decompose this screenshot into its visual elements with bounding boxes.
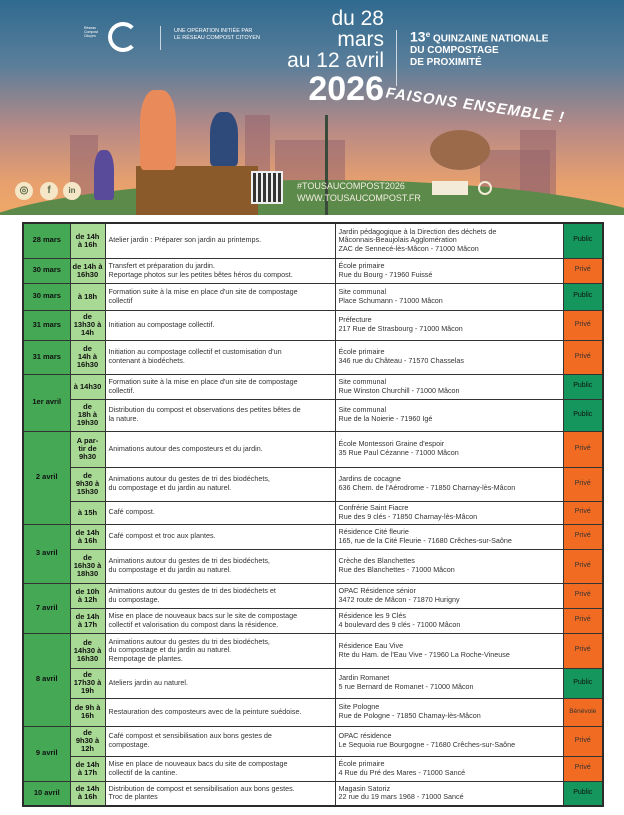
text-line: 346 rue du Château - 71570 Chasselas <box>338 356 464 365</box>
event-date: 31 mars <box>23 310 70 340</box>
girl-illustration <box>210 112 238 166</box>
text-line: École primaire <box>338 758 385 768</box>
status-badge: Privé <box>563 501 603 524</box>
website-link[interactable]: WWW.TOUSAUCOMPOST.FR <box>297 193 421 203</box>
event-date: 30 mars <box>23 283 70 310</box>
event-activity <box>105 668 335 698</box>
text-line: Ateliers jardin au naturel. <box>108 677 189 687</box>
text-line: de <box>83 728 92 737</box>
text-line: 19h <box>81 686 94 695</box>
text-line: à 17h <box>77 619 98 629</box>
event-row <box>23 340 603 374</box>
event-time <box>70 668 105 698</box>
text-line: 16h30 <box>76 269 99 279</box>
text-line: de 14h <box>75 231 100 241</box>
event-location <box>335 467 563 501</box>
text-line: Jardin pédagogique à la Direction des déchets de <box>338 226 497 236</box>
text-line: Jardin Romanet <box>338 673 390 683</box>
event-date: 2 avril <box>23 431 70 524</box>
text-line: A par- <box>76 436 99 445</box>
event-time <box>70 310 105 340</box>
text-line: Formation suite à la mise en place d'un site de compostage <box>108 286 298 296</box>
status-badge: Privé <box>563 467 603 501</box>
text-line: 13h30 à <box>73 320 102 329</box>
event-time <box>70 374 105 399</box>
text-line: Mise en place de nouveaux bacs du site de compostage <box>108 758 288 768</box>
event-row <box>23 223 603 258</box>
event-time <box>70 608 105 633</box>
status-badge: Bénévole <box>563 698 603 726</box>
text-line: ZAC de Sennecé-lès-Mâcon - 71000 Mâcon <box>338 244 479 254</box>
status-badge: Privé <box>563 310 603 340</box>
text-line: École primaire <box>338 260 385 270</box>
event-row <box>23 258 603 283</box>
text-line: de 14h <box>75 611 100 621</box>
status-badge: Public <box>563 283 603 310</box>
event-activity <box>105 756 335 781</box>
event-date: 3 avril <box>23 524 70 583</box>
text-line: 22 rue du 19 mars 1968 - 71000 Sancé <box>338 792 464 802</box>
event-row <box>23 698 603 726</box>
text-line: 17h30 à <box>73 678 102 687</box>
text-line: 4 boulevard des 9 clés - 71000 Mâcon <box>338 619 461 629</box>
text-line: École primaire <box>338 347 385 357</box>
event-row <box>23 524 603 549</box>
status-badge: Public <box>563 223 603 258</box>
event-location <box>335 283 563 310</box>
date-end: au 12 avril <box>287 49 384 72</box>
text-line: Mise en place de nouveaux bacs sur le site de compostage <box>108 610 298 620</box>
status-badge: Privé <box>563 726 603 756</box>
event-location <box>335 524 563 549</box>
text-line: 14h à <box>77 352 98 361</box>
text-line: de <box>83 553 92 562</box>
status-badge: Privé <box>563 608 603 633</box>
text-line: de <box>83 637 92 647</box>
text-line: 9h30 <box>78 452 97 461</box>
text-line: Rue de la Noierie - 71960 Igé <box>338 414 433 423</box>
event-row <box>23 501 603 524</box>
facebook-icon[interactable]: f <box>40 182 58 200</box>
event-location <box>335 756 563 781</box>
event-location <box>335 399 563 431</box>
event-row <box>23 756 603 781</box>
text-line: Rue Winston Churchill - 71000 Mâcon <box>338 385 460 395</box>
text-line: à 16h <box>77 792 98 802</box>
text-line: Résidence Eau Vive <box>338 640 404 650</box>
text-line: Site communal <box>338 376 387 386</box>
event-date: 1er avril <box>23 374 70 431</box>
hashtag: #TOUSAUCOMPOST2026 <box>297 181 405 191</box>
event-time <box>70 583 105 608</box>
event-date: 8 avril <box>23 633 70 726</box>
text-line: collectif. <box>108 385 135 395</box>
events-schedule-table <box>22 222 604 807</box>
text-line: de <box>83 471 92 480</box>
text-line: Site communal <box>338 405 387 415</box>
event-activity <box>105 633 335 668</box>
text-line: Troc de plantes <box>108 792 158 802</box>
logo-caption: Réseau Compost Citoyen <box>84 26 99 38</box>
event-location <box>335 549 563 583</box>
text-line: Atelier jardin : Préparer son jardin au printemps. <box>108 235 262 245</box>
text-line: de 14h <box>75 759 100 769</box>
event-activity <box>105 549 335 583</box>
text-line: à 15h <box>77 507 98 517</box>
partner-logo <box>478 181 492 195</box>
event-activity <box>105 340 335 374</box>
edition-line: DE PROXIMITÉ <box>410 57 482 69</box>
text-line: 217 Rue de Strasbourg - 71000 Mâcon <box>338 324 463 333</box>
text-line: collectif <box>108 295 133 305</box>
text-line: 9h30 à <box>75 736 100 745</box>
event-dates <box>280 8 384 107</box>
event-activity <box>105 374 335 399</box>
rcc-logo <box>108 22 138 52</box>
event-time <box>70 258 105 283</box>
text-line: 16h30 à <box>73 561 102 570</box>
text-line: de 14h <box>75 784 100 794</box>
event-location <box>335 726 563 756</box>
text-line: Site Pologne <box>338 702 380 712</box>
status-badge: Privé <box>563 258 603 283</box>
event-activity <box>105 258 335 283</box>
text-line: École Montessori Graine d'espoir <box>338 439 445 449</box>
initiative-text <box>174 28 260 42</box>
event-row <box>23 781 603 806</box>
event-time <box>70 756 105 781</box>
event-row <box>23 310 603 340</box>
event-activity <box>105 283 335 310</box>
status-badge: Privé <box>563 524 603 549</box>
text-line: 35 Rue Paul Cézanne - 71000 Mâcon <box>338 448 459 457</box>
text-line: Rue des Blanchettes - 71000 Mâcon <box>338 565 455 574</box>
text-line: 3472 route de Mâcon - 71870 Hurigny <box>338 594 460 604</box>
event-row <box>23 668 603 698</box>
event-location <box>335 258 563 283</box>
compost-bin-illustration <box>136 166 258 215</box>
text-line: de <box>83 670 92 679</box>
event-activity <box>105 310 335 340</box>
text-line: 18h30 <box>76 569 99 578</box>
event-location <box>335 431 563 467</box>
text-line: Jardins de cocagne <box>338 474 401 484</box>
text-line: de 10h <box>75 586 100 596</box>
edition-number: 13 <box>410 28 426 45</box>
initiative-line: UNE OPÉRATION INITIÉE PAR <box>174 28 253 34</box>
text-line: Résidence les 9 Clés <box>338 610 407 620</box>
event-row <box>23 608 603 633</box>
event-time <box>70 431 105 467</box>
event-date: 7 avril <box>23 583 70 633</box>
text-line: Animations autour du gestes de tri des biodéchets, <box>108 556 270 566</box>
text-line: Préfecture <box>338 315 372 325</box>
text-line: 12h <box>81 744 94 753</box>
event-activity <box>105 726 335 756</box>
text-line: à 16h <box>77 535 98 545</box>
divider <box>396 30 397 86</box>
date-start: du 28 mars <box>331 7 384 51</box>
text-line: Café compost. <box>108 507 155 517</box>
event-time <box>70 524 105 549</box>
text-line: Café compost et troc aux plantes. <box>108 531 216 541</box>
text-line: Site communal <box>338 286 387 296</box>
event-row <box>23 549 603 583</box>
text-line: 14h30 à <box>73 645 102 655</box>
text-line: la nature. <box>108 414 139 423</box>
text-line: Distribution de compost et sensibilisation aux bons gestes. <box>108 783 295 793</box>
event-time <box>70 223 105 258</box>
event-date: 9 avril <box>23 726 70 781</box>
text-line: Rue des 9 clés - 71850 Charnay-lès-Mâcon <box>338 511 478 521</box>
text-line: compostage. <box>108 740 150 749</box>
text-line: de <box>83 312 92 321</box>
qr-code[interactable] <box>251 171 283 204</box>
text-line: contenant à biodéchets. <box>108 356 185 365</box>
event-activity <box>105 501 335 524</box>
text-line: à 14h30 <box>73 381 102 391</box>
status-badge: Privé <box>563 549 603 583</box>
text-line: du compostage et du jardin au naturel. <box>108 483 232 492</box>
event-location <box>335 668 563 698</box>
text-line: OPAC Résidence sénior <box>338 585 416 595</box>
text-line: Reportage photos sur les petites bêtes héros du compost. <box>108 269 293 279</box>
text-line: du compostage et du jardin au naturel. <box>108 645 232 655</box>
event-activity <box>105 223 335 258</box>
text-line: de <box>83 402 92 411</box>
event-time <box>70 467 105 501</box>
text-line: de 9h à <box>74 703 101 712</box>
tree-illustration <box>430 130 490 170</box>
text-line: à 18h <box>77 291 98 301</box>
text-line: 636 Chem. de l'Aérodrome - 71850 Charnay-lès-Mâcon <box>338 483 516 492</box>
boy-illustration <box>94 150 114 200</box>
event-activity <box>105 399 335 431</box>
woman-illustration <box>140 90 176 170</box>
text-line: 16h30 <box>76 360 99 369</box>
text-line: à 12h <box>77 594 98 604</box>
edition-line: DU COMPOSTAGE <box>410 45 499 57</box>
event-activity <box>105 524 335 549</box>
text-line: 9h30 à <box>75 479 100 488</box>
linkedin-icon[interactable]: in <box>63 182 81 200</box>
event-time <box>70 549 105 583</box>
campaign-links <box>297 180 421 204</box>
text-line: Transfert et préparation du jardin. <box>108 260 215 270</box>
event-location <box>335 608 563 633</box>
edition-line: QUINZAINE NATIONALE <box>433 33 549 45</box>
text-line: de 14h à <box>72 261 103 271</box>
text-line: OPAC résidence <box>338 731 392 741</box>
event-time <box>70 698 105 726</box>
event-location <box>335 310 563 340</box>
event-location <box>335 698 563 726</box>
text-line: 15h30 <box>76 487 99 496</box>
event-date: 10 avril <box>23 781 70 806</box>
event-row <box>23 374 603 399</box>
text-line: Rue de Pologne - 71850 Chamay-lès-Mâcon <box>338 711 481 720</box>
text-line: 14h <box>81 328 94 337</box>
text-line: de <box>83 344 92 353</box>
event-time <box>70 340 105 374</box>
text-line: 16h30 <box>76 653 99 663</box>
edition-title <box>410 28 548 69</box>
event-row <box>23 467 603 501</box>
text-line: 18h à <box>77 410 98 419</box>
event-activity <box>105 467 335 501</box>
text-line: du compostage. <box>108 594 160 604</box>
text-line: Magasin Satoriz <box>338 783 391 793</box>
divider <box>160 26 161 50</box>
event-time <box>70 781 105 806</box>
initiative-line: LE RÉSEAU COMPOST CITOYEN <box>174 35 260 41</box>
event-activity <box>105 583 335 608</box>
status-badge: Privé <box>563 431 603 467</box>
event-activity <box>105 698 335 726</box>
text-line: du compostage et du jardin au naturel. <box>108 565 232 574</box>
event-date: 31 mars <box>23 340 70 374</box>
event-location <box>335 583 563 608</box>
text-line: 165, rue de la Cité Fleurie - 71680 Crêches-sur-Saône <box>338 535 512 545</box>
text-line: de 14h <box>75 527 100 537</box>
text-line: Rempotage de plantes. <box>108 653 183 663</box>
event-date: 30 mars <box>23 258 70 283</box>
text-line: Mâconnais-Beaujolais Agglomération <box>338 235 457 245</box>
event-activity <box>105 431 335 467</box>
text-line: Animations autour du gestes de tri des biodéchets et <box>108 585 276 595</box>
event-location <box>335 374 563 399</box>
event-row <box>23 726 603 756</box>
text-line: Initiation au compostage collectif. <box>108 319 215 329</box>
status-badge: Privé <box>563 633 603 668</box>
status-badge: Public <box>563 399 603 431</box>
text-line: Résidence Cité fleurie <box>338 526 409 536</box>
event-date: 28 mars <box>23 223 70 258</box>
event-time <box>70 399 105 431</box>
text-line: Initiation au compostage collectif et customisation d'un <box>108 347 282 357</box>
slogan: FAISONS ENSEMBLE ! <box>384 84 566 127</box>
event-activity <box>105 781 335 806</box>
event-year: 2026 <box>308 70 384 108</box>
text-line: 5 rue Bernard de Romanet - 71000 Mâcon <box>338 682 474 691</box>
text-line: Café compost et sensibilisation aux bons gestes de <box>108 731 272 741</box>
event-banner <box>0 0 624 215</box>
event-location <box>335 340 563 374</box>
text-line: Animations autour des composteurs et du jardin. <box>108 443 263 453</box>
text-line: collectif et valorisation du compost dans la résidence. <box>108 619 279 629</box>
event-time <box>70 283 105 310</box>
text-line: 16h <box>81 711 94 720</box>
status-badge: Public <box>563 668 603 698</box>
event-row <box>23 583 603 608</box>
status-badge: Public <box>563 781 603 806</box>
text-line: à 17h <box>77 767 98 777</box>
status-badge: Privé <box>563 340 603 374</box>
status-badge: Privé <box>563 583 603 608</box>
text-line: à 16h <box>77 239 98 249</box>
event-location <box>335 781 563 806</box>
text-line: Animations autour du gestes de tri des biodéchets, <box>108 474 270 484</box>
event-row <box>23 399 603 431</box>
text-line: collectif de la cantine. <box>108 767 178 777</box>
event-location <box>335 223 563 258</box>
text-line: Place Schumann - 71000 Mâcon <box>338 295 443 305</box>
event-row <box>23 431 603 467</box>
event-location <box>335 501 563 524</box>
event-row <box>23 283 603 310</box>
status-badge: Public <box>563 374 603 399</box>
text-line: Crèche des Blanchettes <box>338 556 415 566</box>
text-line: Formation suite à la mise en place d'un site de compostage <box>108 376 298 386</box>
event-time <box>70 501 105 524</box>
instagram-icon[interactable]: ◎ <box>15 182 33 200</box>
text-line: Animations autour du gestes du tri des biodéchets, <box>108 636 270 646</box>
text-line: Rte du Ham. de l'Eau Vive - 71960 La Roche-Vineuse <box>338 649 510 659</box>
text-line: Rue du Bourg - 71960 Fuissé <box>338 269 433 279</box>
text-line: 4 Rue du Pré des Mares - 71000 Sancé <box>338 767 466 777</box>
edition-suffix: e <box>425 29 431 39</box>
text-line: Distribution du compost et observations des petites bêtes de <box>108 405 301 415</box>
partner-logo <box>432 181 468 195</box>
event-time <box>70 633 105 668</box>
event-row <box>23 633 603 668</box>
event-activity <box>105 608 335 633</box>
text-line: tir de <box>78 444 97 453</box>
text-line: Restauration des composteurs avec de la peinture suédoise. <box>108 706 302 716</box>
text-line: Le Sequoia rue Bourgogne - 71680 Crêches-sur-Saône <box>338 740 516 749</box>
event-location <box>335 633 563 668</box>
text-line: Confrérie Saint Fiacre <box>338 502 409 512</box>
event-time <box>70 726 105 756</box>
house-silhouette <box>520 130 556 200</box>
text-line: 19h30 <box>76 418 99 427</box>
status-badge: Privé <box>563 756 603 781</box>
